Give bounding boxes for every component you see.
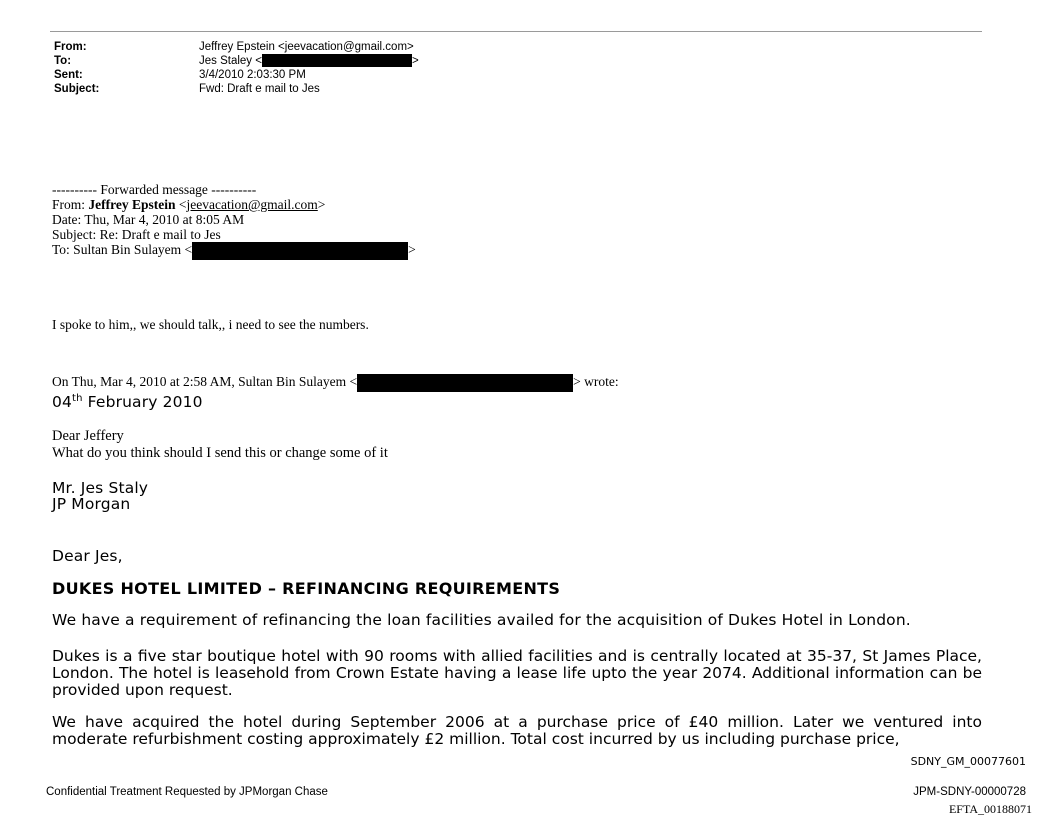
sent-label: Sent:	[54, 69, 83, 81]
paragraph-2: Dukes is a five star boutique hotel with 90 rooms with allied facilities and is centrally located at 35-37, St James Place, London. The hotel is leasehold from Crown Estate having a lease life upto the year 2074. Additional information can be provided upon request.	[52, 647, 982, 699]
confidential-notice: Confidential Treatment Requested by JPMorgan Chase	[46, 786, 328, 798]
draft-question: What do you think should I send this or change some of it	[52, 445, 388, 461]
quote-intro-prefix: On Thu, Mar 4, 2010 at 2:58 AM, Sultan Bin Sulayem <	[52, 374, 358, 390]
forwarded-email-close: >	[317, 197, 326, 212]
from-label: From:	[54, 41, 87, 53]
forwarded-date: Date: Thu, Mar 4, 2010 at 8:05 AM	[52, 212, 245, 227]
sent-row	[54, 68, 419, 82]
forwarded-message-header	[52, 182, 416, 260]
forwarded-to-suffix: >	[408, 242, 416, 258]
sent-value: 3/4/2010 2:03:30 PM	[199, 69, 306, 81]
forwarded-from-name: Jeffrey Epstein	[88, 197, 176, 212]
draft-date-day: 04	[52, 393, 73, 411]
draft-date	[52, 393, 203, 411]
to-row	[54, 54, 419, 68]
forwarded-to	[52, 242, 416, 260]
forwarded-from-prefix: From:	[52, 197, 89, 212]
to-prefix: Jes Staley <	[199, 55, 262, 67]
subject-label: Subject:	[54, 83, 100, 95]
bates-jpm: JPM-SDNY-00000728	[913, 786, 1026, 798]
bates-efta: EFTA_00188071	[948, 802, 1032, 816]
from-row	[54, 40, 419, 54]
forwarded-email-open: <	[175, 197, 187, 212]
to-label: To:	[54, 55, 72, 67]
forwarded-to-prefix: To: Sultan Bin Sulayem <	[52, 242, 193, 258]
quote-intro-suffix: > wrote:	[573, 374, 619, 390]
letter-heading: DUKES HOTEL LIMITED – REFINANCING REQUIREMENTS	[52, 579, 561, 598]
forwarded-email-link[interactable]: jeevacation@gmail.com	[186, 197, 318, 212]
paragraph-3: We have acquired the hotel during September 2006 at a purchase price of £40 million. Later we ventured into moderate refurbishment costing approximately £2 million. Total cost incurred by us including purchase price,	[52, 713, 982, 748]
draft-date-suffix: th	[72, 392, 83, 404]
greeting-jeffery: Dear Jeffery	[52, 428, 124, 444]
from-value: Jeffrey Epstein <jeevacation@gmail.com>	[199, 41, 414, 53]
paragraph-1: We have a requirement of refinancing the loan facilities availed for the acquisition of Dukes Hotel in London.	[52, 611, 911, 629]
redaction-box	[262, 54, 412, 67]
bates-gm: SDNY_GM_00077601	[910, 755, 1026, 768]
subject-value: Fwd: Draft e mail to Jes	[199, 83, 320, 95]
addressee-org: JP Morgan	[52, 495, 131, 513]
forwarded-subject: Subject: Re: Draft e mail to Jes	[52, 227, 221, 242]
greeting-jes: Dear Jes,	[52, 547, 123, 565]
subject-row	[54, 82, 419, 96]
addressee-name: Mr. Jes Staly	[52, 479, 149, 497]
redaction-box	[192, 242, 408, 260]
forwarded-separator: ---------- Forwarded message ----------	[52, 182, 257, 197]
quote-intro	[52, 374, 619, 392]
draft-date-rest: February 2010	[82, 393, 203, 411]
header-divider	[50, 31, 982, 32]
redaction-box	[357, 374, 573, 392]
email-header	[54, 40, 419, 96]
forwarded-from	[52, 197, 416, 212]
to-suffix: >	[411, 55, 419, 67]
reply-text: I spoke to him,, we should talk,, i need to see the numbers.	[52, 317, 369, 332]
to-value	[199, 54, 419, 68]
